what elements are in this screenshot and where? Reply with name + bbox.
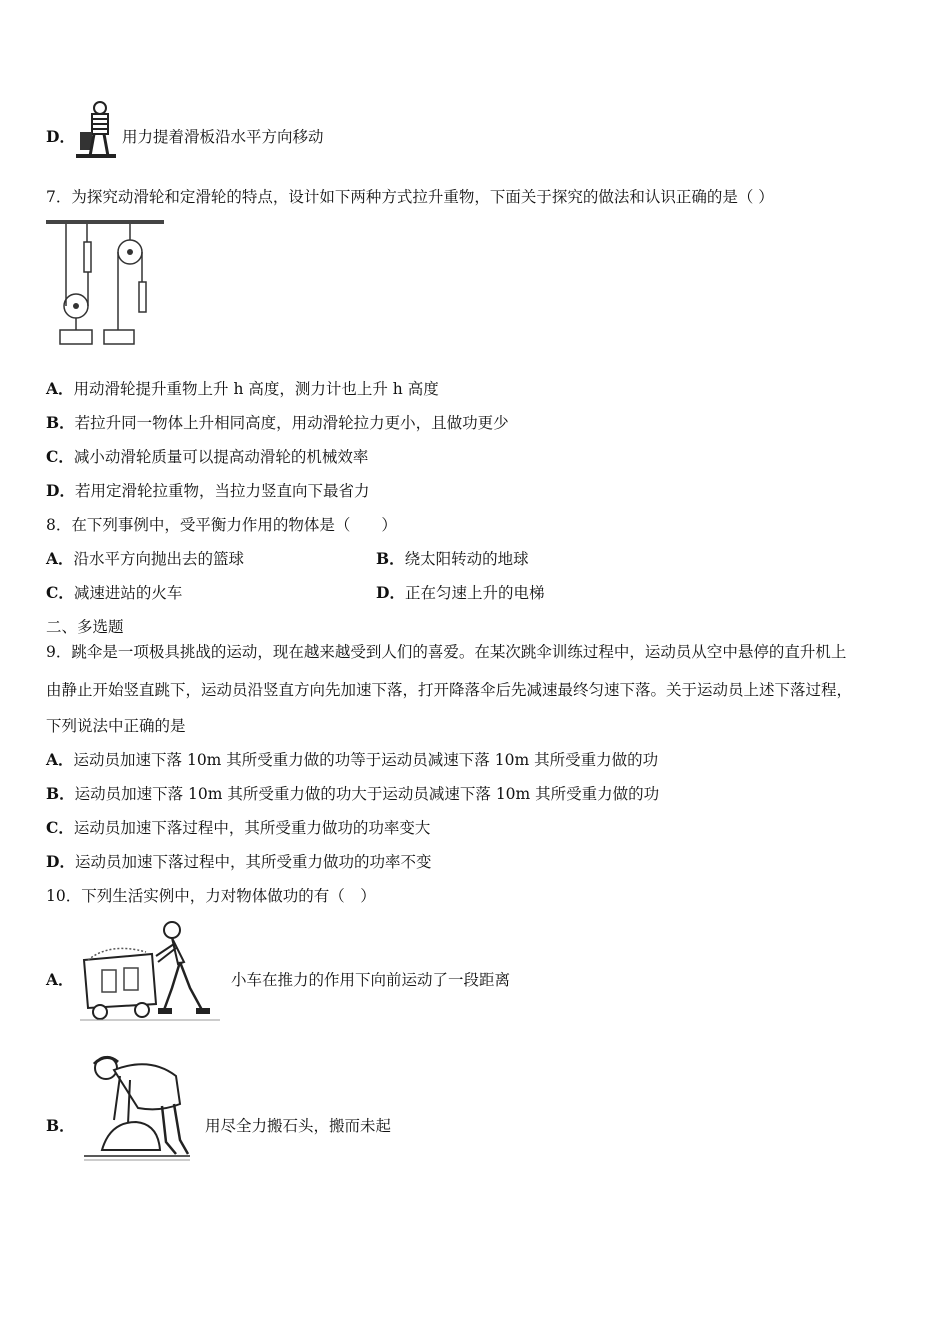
q10-option-a-text: 小车在推力的作用下向前运动了一段距离 bbox=[231, 971, 511, 989]
q10-option-b-label: B． bbox=[46, 1116, 75, 1135]
q7-option-a: A．用动滑轮提升重物上升 h 高度，测力计也上升 h 高度 bbox=[46, 379, 439, 398]
q9-option-b: B．运动员加速下落 10m 其所受重力做的功大于运动员减速下落 10m 其所受重力做的功 bbox=[46, 784, 660, 803]
q8-option-a: A．沿水平方向抛出去的篮球 bbox=[46, 549, 245, 568]
q6-option-d-text: 用力提着滑板沿水平方向移动 bbox=[122, 128, 324, 146]
q9-option-c: C．运动员加速下落过程中，其所受重力做功的功率变大 bbox=[46, 818, 431, 837]
q7-stem: 7．为探究动滑轮和定滑轮的特点，设计如下两种方式拉升重物，下面关于探究的做法和认识正确的是（ ） bbox=[46, 188, 774, 206]
q9-stem-line-3: 下列说法中正确的是 bbox=[46, 717, 186, 735]
q9-option-d: D．运动员加速下落过程中，其所受重力做功的功率不变 bbox=[46, 852, 432, 871]
q7-option-c: C．减小动滑轮质量可以提高动滑轮的机械效率 bbox=[46, 447, 369, 466]
q8-option-b: B．绕太阳转动的地球 bbox=[376, 549, 529, 568]
lifting-stone-figure bbox=[80, 1050, 192, 1166]
q8-option-c: C．减速进站的火车 bbox=[46, 583, 183, 602]
q9-stem-line-1: 9．跳伞是一项极具挑战的运动，现在越来越受到人们的喜爱。在某次跳伞训练过程中，运动员从空中悬停的直升机上 bbox=[46, 643, 847, 661]
q7-option-b: B．若拉升同一物体上升相同高度，用动滑轮拉力更小，且做功更少 bbox=[46, 413, 509, 432]
pulley-setup-figure bbox=[46, 218, 168, 348]
q10-stem: 10．下列生活实例中，力对物体做功的有（ ） bbox=[46, 887, 376, 905]
pushing-cart-figure bbox=[80, 918, 222, 1024]
q9-option-a: A．运动员加速下落 10m 其所受重力做的功等于运动员减速下落 10m 其所受重力做的功 bbox=[46, 750, 659, 769]
q8-option-d: D．正在匀速上升的电梯 bbox=[376, 583, 545, 602]
q8-stem: 8．在下列事例中，受平衡力作用的物体是（ ） bbox=[46, 516, 397, 534]
skateboard-person-figure bbox=[74, 100, 122, 160]
q6-option-d-label: D． bbox=[46, 127, 75, 146]
q10-option-b-text: 用尽全力搬石头，搬而未起 bbox=[205, 1117, 392, 1135]
q7-option-d: D．若用定滑轮拉重物，当拉力竖直向下最省力 bbox=[46, 481, 370, 500]
section-heading-multiple-choice: 二、多选题 bbox=[46, 618, 124, 636]
q9-stem-line-2: 由静止开始竖直跳下，运动员沿竖直方向先加速下落，打开降落伞后先减速最终匀速下落。关于运动员上述下落过程， bbox=[46, 681, 853, 699]
q10-option-a-label: A． bbox=[46, 970, 74, 989]
